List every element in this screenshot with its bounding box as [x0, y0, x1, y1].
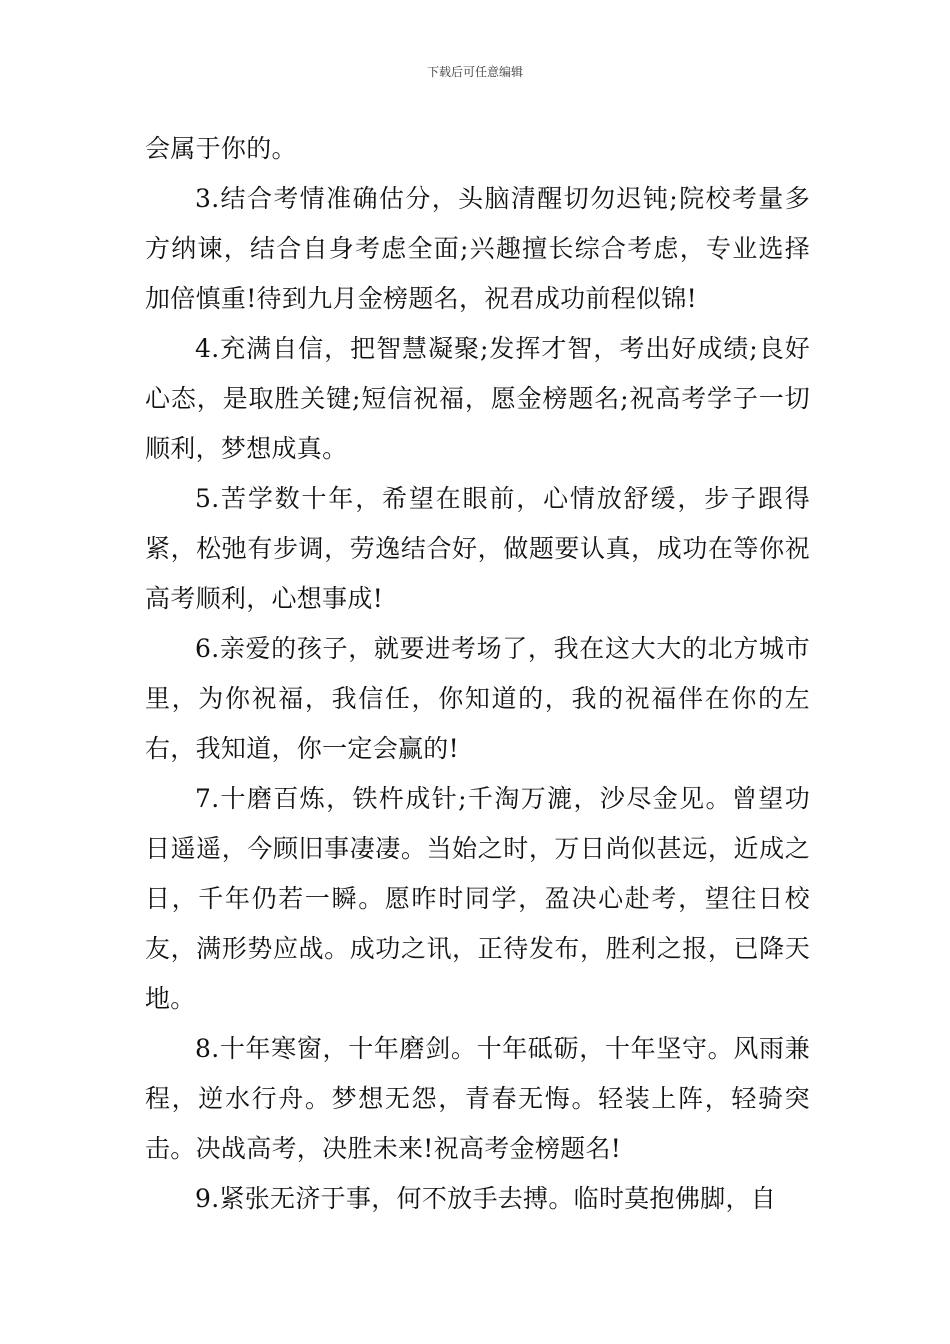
- paragraph-6: 6.亲爱的孩子，就要进考场了，我在这大大的北方城市里，为你祝福，我信任，你知道的，我的祝福伴在你的左右，我知道，你一定会赢的!: [145, 634, 810, 763]
- document-body: [145, 124, 810, 1224]
- paragraph-5: 5.苦学数十年，希望在眼前，心情放舒缓，步子跟得紧，松弛有步调，劳逸结合好，做题要认真，成功在等你祝高考顺利，心想事成!: [145, 484, 810, 613]
- paragraph-7: 7.十磨百炼，铁杵成针;千淘万漉，沙尽金见。曾望功日遥遥，今顾旧事凄凄。当始之时，万日尚似甚远，近成之日，千年仍若一瞬。愿昨时同学，盈决心赴考，望往日校友，满形势应战。成功之讯，正待发布，胜利之报，已降天地。: [145, 784, 810, 1013]
- page-header: 下载后可任意编辑: [426, 65, 523, 79]
- paragraph-3: 3.结合考情准确估分，头脑清醒切勿迟钝;院校考量多方纳谏，结合自身考虑全面;兴趣擅长综合考虑，专业选择加倍慎重!待到九月金榜题名，祝君成功前程似锦!: [145, 184, 810, 313]
- paragraph-4: 4.充满自信，把智慧凝聚;发挥才智，考出好成绩;良好心态，是取胜关键;短信祝福，愿金榜题名;祝高考学子一切顺利，梦想成真。: [145, 334, 810, 463]
- paragraph-8: 8.十年寒窗，十年磨剑。十年砥砺，十年坚守。风雨兼程，逆水行舟。梦想无怨，青春无悔。轻装上阵，轻骑突击。决战高考，决胜未来!祝高考金榜题名!: [145, 1034, 810, 1163]
- paragraph-continuation: 会属于你的。: [145, 134, 297, 163]
- paragraph-9: 9.紧张无济于事，何不放手去搏。临时莫抱佛脚，自: [195, 1184, 777, 1213]
